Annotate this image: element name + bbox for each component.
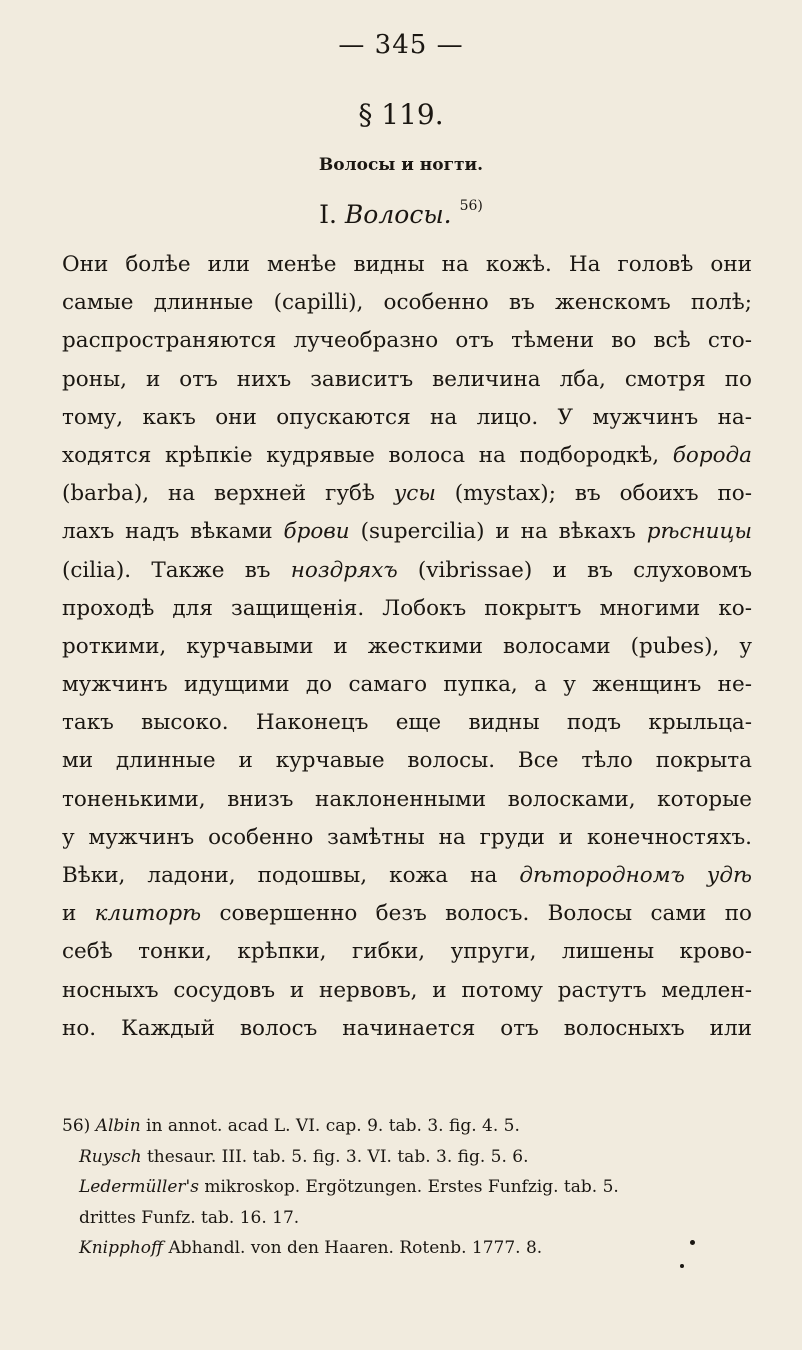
body-line <box>62 666 752 704</box>
body-italic-term: усы <box>393 481 436 507</box>
body-text: себѣ тонки, крѣпки, гибки, упруги, лишены крово- <box>62 939 752 965</box>
footnote-line <box>62 1142 762 1173</box>
body-line <box>62 819 752 857</box>
body-text: (mystax); въ обоихъ по- <box>435 481 752 507</box>
footnote-text: in annot. acad L. VI. cap. 9. tab. 3. fig. 4. 5. <box>140 1116 520 1136</box>
body-line <box>62 475 752 513</box>
body-italic-term: борода <box>672 442 752 468</box>
body-text: роны, и отъ нихъ зависитъ величина лба, смотря по <box>62 366 752 392</box>
body-line <box>62 972 752 1010</box>
body-line <box>62 590 752 628</box>
body-italic-term: брови <box>283 519 350 545</box>
footnote-line <box>62 1172 762 1203</box>
body-text: тому, какъ они опускаются на лицо. У мужчинъ на- <box>62 404 752 430</box>
subsection-number: I. <box>319 200 337 229</box>
footnote-text: 56) <box>62 1116 96 1136</box>
ink-speck <box>680 1264 684 1268</box>
section-title: Волосы и ногти. <box>318 155 484 175</box>
body-line <box>62 513 752 551</box>
body-text: такъ высоко. Наконецъ еще видны подъ крыльца- <box>62 710 752 736</box>
body-line <box>62 781 752 819</box>
body-text: и <box>62 901 95 927</box>
body-line <box>62 933 752 971</box>
body-line <box>62 628 752 666</box>
footnote-reference: 56) <box>459 198 483 214</box>
body-line <box>62 437 752 475</box>
footnote-text: drittes Funfz. tab. 16. 17. <box>79 1207 300 1228</box>
body-italic-term: клиторѣ <box>94 901 202 927</box>
body-text: самые длинные (capilli), особенно въ женскомъ полѣ; <box>62 290 752 316</box>
body-text: проходѣ для защищенія. Лобокъ покрытъ многими ко- <box>62 595 752 621</box>
subsection-title: Волосы. <box>344 200 452 229</box>
body-text: носныхъ сосудовъ и нервовъ, и потому растутъ медлен- <box>62 977 752 1003</box>
subsection-heading <box>0 200 802 229</box>
body-line <box>62 246 752 284</box>
body-text: совершенно безъ волосъ. Волосы сами по <box>201 901 752 927</box>
body-text: ходятся крѣпкіе кудрявые волоса на подбородкѣ, <box>62 442 673 468</box>
footnote-line <box>62 1203 762 1234</box>
body-text: мужчинъ идущими до самаго пупка, а у женщинъ не- <box>62 672 752 698</box>
footnote-italic-term: Albin <box>95 1116 141 1136</box>
body-line <box>62 895 752 933</box>
footnote-text: Abhandl. von den Haaren. Rotenb. 1777. 8. <box>163 1238 543 1258</box>
body-text: (vibrissae) и въ слуховомъ <box>397 557 752 583</box>
body-text: Вѣки, ладони, подошвы, кожа на <box>62 863 520 888</box>
body-italic-term: дѣтородномъ удѣ <box>519 863 752 888</box>
body-line <box>62 857 752 895</box>
body-text: Они болѣе или менѣе видны на кожѣ. На головѣ они <box>62 252 752 277</box>
footnote-text: thesaur. III. tab. 5. fig. 3. VI. tab. 3. fig. 5. 6. <box>141 1146 529 1167</box>
footnotes <box>62 1111 762 1264</box>
body-text: у мужчинъ особенно замѣтны на груди и конечностяхъ. <box>62 824 752 850</box>
page-number: — 345 — <box>338 30 464 60</box>
section-number: § 119. <box>358 98 444 131</box>
footnote-text: mikroskop. Ergötzungen. Erstes Funfzig. tab. 5. <box>198 1177 619 1197</box>
footnote-italic-term: Ledermüller's <box>79 1177 199 1197</box>
body-italic-term: рѣсницы <box>646 519 752 545</box>
footnote-italic-term: Knipphoff <box>79 1238 164 1258</box>
body-line <box>62 552 752 590</box>
body-italic-term: ноздряхъ <box>290 557 398 583</box>
body-line <box>62 742 752 780</box>
footnote-italic-term: Ruysch <box>79 1146 142 1167</box>
body-line <box>62 284 752 322</box>
body-text: (barba), на верхней губѣ <box>62 481 394 507</box>
body-text: но. Каждый волосъ начинается отъ волосныхъ или <box>62 1015 752 1041</box>
ink-speck <box>690 1240 695 1245</box>
body-text: тоненькими, внизъ наклоненными волосками, которые <box>62 786 752 812</box>
body-line <box>62 399 752 437</box>
body-text: ми длинные и курчавые волосы. Все тѣло покрыта <box>62 748 752 774</box>
body-line <box>62 1010 752 1048</box>
body-line <box>62 704 752 742</box>
footnote-line <box>62 1111 762 1142</box>
body-text: роткими, курчавыми и жесткими волосами (pubes), у <box>62 633 752 659</box>
body-paragraph <box>62 246 752 1048</box>
body-text: (cilia). Также въ <box>62 557 291 583</box>
body-text: лахъ надъ вѣками <box>62 519 284 545</box>
body-line <box>62 322 752 360</box>
body-text: распространяются лучеобразно отъ тѣмени во всѣ сто- <box>62 328 752 354</box>
body-line <box>62 361 752 399</box>
body-text: (supercilia) и на вѣкахъ <box>349 519 647 545</box>
footnote-line <box>62 1233 762 1264</box>
